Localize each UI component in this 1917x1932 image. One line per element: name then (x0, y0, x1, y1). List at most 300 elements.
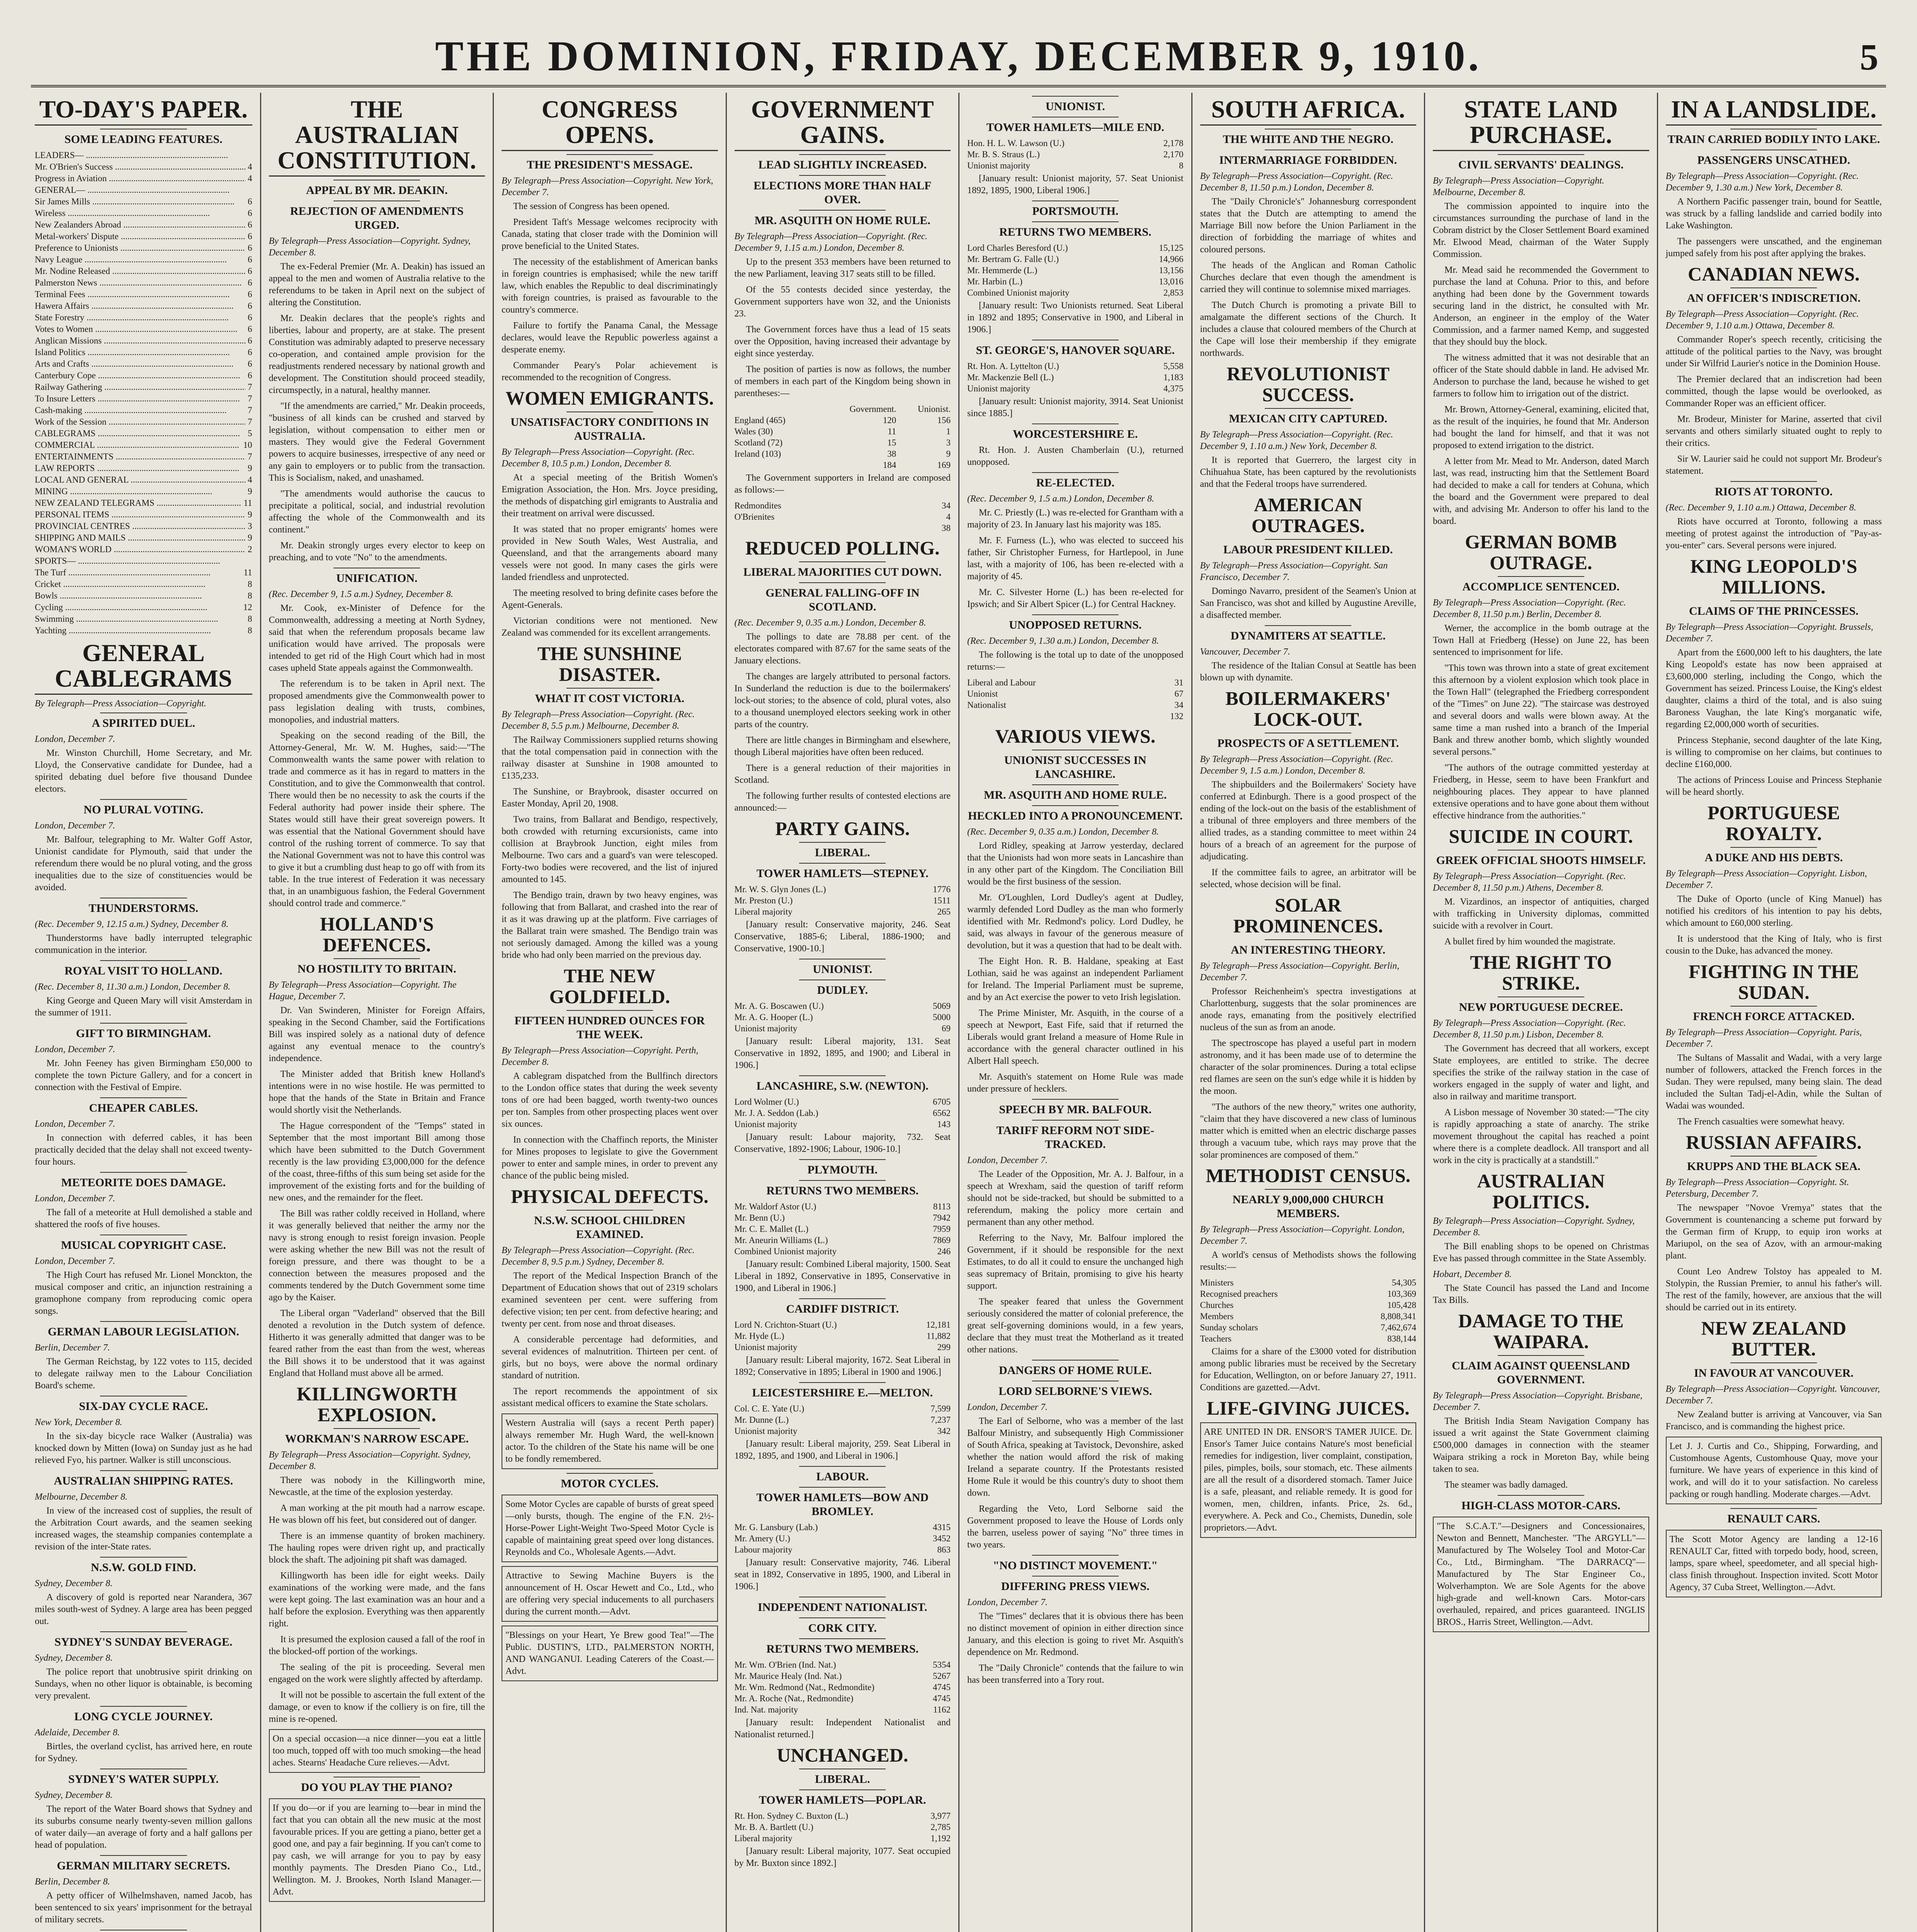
subheading: KRUPPS AND THE BLACK SEA. (1666, 1156, 1882, 1173)
results-value: 15 (887, 438, 896, 447)
subheading: PASSENGERS UNSCATHED. (1666, 150, 1882, 167)
article-paragraph: [January result: Unionist majority, 57. Seat Unionist 1892, 1895, 1900, Liberal 1906.] (967, 173, 1184, 196)
dateline: (Rec. December 9, 1.5 a.m.) London, December 8. (967, 494, 1154, 504)
contents-item-page: 3 (248, 521, 252, 531)
results-label: Unionist majority (734, 1342, 798, 1352)
article-paragraph: Birtles, the overland cyclist, has arrived here, en route for Sydney. (35, 1742, 252, 1764)
results-label: Mr. J. A. Seddon (Lab.) (734, 1108, 818, 1118)
subheading: UNIFICATION. (269, 568, 485, 585)
subheading: NEW PORTUGUESE DECREE. (1433, 997, 1649, 1014)
results-row (735, 1246, 951, 1257)
article-paragraph: Professor Reichenheim's spectra investigations at Charlottenburg, suggests that the solar prominences are anode rays, emanating from the positively electrified nucleus of the sun as from an anode. (1200, 986, 1416, 1032)
article-paragraph: The steamer was badly damaged. (1444, 1480, 1568, 1490)
article-paragraph: Sir W. Laurier said he could not support Mr. Brodeur's statement. (1665, 454, 1882, 476)
article-paragraph: The speaker feared that unless the Government seriously considered the matter of colonial preference, the great self-governing dominions would, in a few years, declare that they must treat the Motherland as it treated other nations. (967, 1297, 1184, 1355)
contents-item-page: 5 (248, 429, 252, 438)
contents-item-page: 4 (248, 173, 252, 183)
dateline: By Telegraph—Press Association—Copyright. Lisbon, December 7. (1665, 869, 1867, 890)
contents-item (35, 323, 252, 335)
contents-item (35, 463, 252, 474)
dateline: By Telegraph—Press Association—Copyright. (Rec. December 9, 1.5 a.m.) London, December 8. (1200, 754, 1393, 776)
dateline: London, December 7. (35, 1119, 115, 1129)
page-number: 5 (1860, 36, 1878, 78)
headline: FIGHTING IN THE SUDAN. (1688, 961, 1859, 1003)
subheading: THE PRESIDENT'S MESSAGE. (502, 154, 718, 172)
results-label: Unionist majority (734, 1426, 798, 1436)
results-row (735, 1693, 951, 1704)
results-table (735, 1201, 951, 1257)
results-value: 67 (1174, 689, 1184, 699)
results-row (735, 1833, 951, 1844)
headline: GOVERNMENT GAINS. (735, 97, 951, 151)
results-table (735, 1000, 951, 1034)
dateline: By Telegraph—Press Association—Copyright. New York, December 7. (502, 176, 713, 197)
dateline: Berlin, December 7. (35, 1343, 110, 1353)
results-value: 38 (942, 523, 951, 533)
article-paragraph: [January result: Two Unionists returned. Seat Liberal in 1892 and 1895; Conservative in 1900, and Liberal in 1906.] (967, 301, 1184, 335)
article-paragraph: The High Court has refused Mr. Lionel Monckton, the musical composer and critic, an injunction restraining a gramophone company from reproducing comic opera songs. (35, 1270, 252, 1316)
subheading: THUNDERSTORMS. (35, 898, 252, 915)
article-paragraph: The Minister added that British knew Holland's intentions were in no wise hostile. He was permitted to hope that the hands of the State in Britain and France would shortly visit the Netherlands. (269, 1069, 485, 1115)
article-paragraph: There is an immense quantity of broken machinery. The hauling ropes were driven right up, and practically block the shaft. The adjoining pit shaft was damaged. (269, 1531, 485, 1565)
article-paragraph: Killingworth has been idle for eight weeks. Daily examinations of the working were made, and the fans were kept going. The last examination was an hour and a half before the explosion. Everything was then apparently right. (269, 1571, 485, 1629)
dateline: By Telegraph—Press Association—Copyright. San Francisco, December 7. (1200, 561, 1388, 582)
dateline: London, December 7. (35, 821, 115, 831)
headline: REVOLUTIONIST SUCCESS. (1226, 363, 1390, 405)
contents-item-page: 6 (248, 255, 252, 264)
results-table (967, 138, 1184, 171)
subheading: LIBERAL. (735, 1769, 951, 1786)
contents-item-page: 6 (248, 324, 252, 334)
results-label: Nationalist (967, 700, 1006, 710)
article-paragraph: The session of Congress has been opened. (513, 201, 670, 211)
dateline: Melbourne, December 8. (35, 1492, 128, 1502)
article-paragraph: Two trains, from Ballarat and Bendigo, respectively, both crowded with returning excursionists, came into collision at Braybrook Junction, eight miles from Melbourne. Two cars and a guard's van were telescoped. Forty-two bodies were recovered, and the list of injured amounted to 145. (502, 815, 718, 884)
subheading: AN INTERESTING THEORY. (1200, 939, 1417, 957)
results-row (967, 287, 1184, 298)
contents-item-page: 4 (248, 162, 252, 172)
contents-item-page: 6 (248, 347, 252, 357)
results-table (735, 1659, 951, 1715)
headline: PHYSICAL DEFECTS. (511, 1185, 709, 1207)
advertisement: Attractive to Sewing Machine Buyers is the announcement of H. Oscar Hewett and Co., Ltd., who are offering very special inducements to all purchasers during the current month.—Advt. (502, 1566, 718, 1622)
article-paragraph: [January result: Independent Nationalist and Nationalist returned.] (734, 1718, 951, 1740)
headline: PORTUGUESE ROYALTY. (1707, 802, 1840, 844)
article-paragraph: A letter from Mr. Mead to Mr. Anderson, dated March last, was read, instructing him that the Settlement Board had decided to make a call for tenders at Cohuna, which the board and the Government were prepared to deal with, and advising Mr. Anderson to offer his land to the board. (1433, 456, 1649, 526)
column-6 (1191, 93, 1424, 1932)
contents-item-label: Progress in Aviation ..... (35, 173, 245, 184)
results-table (735, 1522, 951, 1555)
subheading: TOWER HAMLETS—MILE END. (967, 117, 1184, 134)
results-value: 34 (942, 501, 951, 510)
results-label: Redmondites (734, 501, 781, 510)
contents-item-page: 12 (243, 602, 252, 612)
results-value: 4745 (933, 1682, 951, 1692)
results-row (735, 522, 951, 534)
results-label: Mr. Amery (U.) (734, 1534, 790, 1543)
advertisement: Some Motor Cycles are capable of bursts of great speed—only bursts, though. The engine of the F.N. 2½-Horse-Power Light-Weight Two-Speed Motor Cycle is capable of maintaining great speed over long distances. Reynolds and Co., Wholesale Agents.—Advt. (502, 1495, 718, 1562)
results-row (735, 1342, 951, 1353)
results-value: 156 (937, 415, 951, 425)
results-table (967, 242, 1184, 298)
article-paragraph: The Bill was rather coldly received in Holland, where it was generally believed that neither the army nor the navy is strong enough to resist foreign invasion. People were asking whether the new Bill was not the result of foreign pressure, and there was thought to be a connection between the measures proposed and the comments tendered by the Dutch Government some time ago by the Kaiser. (269, 1209, 485, 1303)
contents-item-page: 6 (248, 301, 252, 311)
subheading: NO PLURAL VOTING. (35, 799, 252, 817)
subheading: GREEK OFFICIAL SHOOTS HIMSELF. (1433, 850, 1649, 867)
article-paragraph: Mr. Cook, ex-Minister of Defence for the Commonwealth, addressing a meeting at North Sydney, said that when the referendum proposals became law unification would have arrived. The proposals were intended to get rid of the High Court which had in most cases upheld State appeals against the Commonwealth. (269, 603, 485, 673)
headline: SOUTH AFRICA. (1200, 97, 1417, 126)
contents-item-label: MINING ..... (35, 486, 245, 497)
contents-item (35, 277, 252, 289)
results-value: 7,599 (930, 1404, 951, 1413)
contents-item (35, 509, 252, 520)
dateline: Sydney, December 8. (35, 1578, 113, 1588)
contents-item (35, 265, 252, 277)
article-paragraph: [January result: Liberal majority, 259. Seat Liberal in 1892, 1895, and 1900, and Liberal in 1906.] (734, 1439, 951, 1461)
article-paragraph: Mr. Deakin declares that the people's rights and liberties, labour and property, are at stake. The present Constitution was admirably adapted to preserve necessary co-operation, and contained ample provision for the readjustments rendered necessary by national growth and development. The Constitution should proceed steadily, circumspectly, in a natural, healthy manner. (269, 313, 485, 395)
results-label: Rt. Hon. Sydney C. Buxton (L.) (734, 1811, 849, 1821)
subheading: LIBERAL. (735, 842, 951, 860)
contents-item-label: Cricket ..... (35, 578, 245, 590)
results-label: Liberal majority (734, 1833, 793, 1843)
subheading: PORTSMOUTH. (967, 201, 1184, 218)
headline: PARTY GAINS. (775, 818, 910, 839)
subheading: INTERMARRIAGE FORBIDDEN. (1200, 150, 1417, 167)
results-row (735, 459, 951, 471)
contents-item (35, 555, 252, 567)
article-paragraph: [January result: Labour majority, 732. Seat Conservative, 1892-1906; Labour, 1906-10.] (734, 1132, 951, 1154)
subheading: RETURNS TWO MEMBERS. (735, 1638, 951, 1656)
subheading: LABOUR. (735, 1466, 951, 1484)
subheading: ACCOMPLICE SENTENCED. (1433, 576, 1649, 594)
results-table (1200, 1277, 1417, 1344)
subheading: WORKMAN'S NARROW ESCAPE. (269, 1428, 485, 1446)
dateline: By Telegraph—Press Association—Copyright. Brussels, December 7. (1665, 622, 1873, 644)
contents-item (35, 544, 252, 555)
dateline: By Telegraph—Press Association—Copyright. London, December 7. (1200, 1225, 1405, 1246)
article-paragraph: Mr. Mead said he recommended the Government to purchase the land at Cohuna. Prior to this, and before anything had been done by the Government towards securing land in the district, he consulted with Mr. Anderson, an engineer in the employ of the Water Commission, and a farmer named Kemp, and suggested that they should buy the block. (1433, 265, 1649, 347)
results-value: 7942 (933, 1213, 951, 1223)
headline: IN A LANDSLIDE. (1666, 97, 1882, 126)
contents-item-label: Swimming ..... (35, 613, 245, 625)
results-row (735, 1810, 951, 1821)
contents-item-label: Arts and Crafts ..... (35, 358, 245, 370)
results-row (1200, 1299, 1417, 1311)
dateline: London, December 7. (35, 1194, 115, 1204)
contents-item-label: Bowls ..... (35, 590, 245, 602)
contents-item-page: 7 (248, 417, 252, 427)
results-value: 15,125 (1159, 243, 1184, 253)
article-paragraph: King George and Queen Mary will visit Amsterdam in the summer of 1911. (35, 996, 252, 1018)
results-label: Combined Unionist majority (734, 1247, 837, 1256)
contents-item-page: 11 (243, 568, 252, 577)
results-row (735, 1096, 951, 1107)
subheading: CLAIM AGAINST QUEENSLAND GOVERNMENT. (1433, 1355, 1649, 1387)
subheading: CHEAPER CABLES. (35, 1097, 252, 1115)
dateline: London, December 7. (967, 1402, 1048, 1412)
dateline: By Telegraph—Press Association—Copyright. Sydney, December 8. (1433, 1216, 1635, 1238)
results-value: 838,144 (1387, 1334, 1416, 1344)
article-paragraph: In connection with deferred cables, it has been practically decided that the delay shall not exceed twenty-four hours. (35, 1133, 252, 1167)
headline: STATE LAND PURCHASE. (1433, 97, 1649, 151)
results-label: Mr. Hyde (L.) (734, 1331, 784, 1341)
contents-item (35, 486, 252, 497)
results-label: Ind. Nat. majority (734, 1705, 798, 1714)
subheading: SYDNEY'S WATER SUPPLY. (35, 1769, 252, 1786)
dateline: By Telegraph—Press Association—Copyright. St. Petersburg, December 7. (1665, 1177, 1849, 1199)
results-value: 3,977 (930, 1811, 951, 1821)
results-row (1200, 1277, 1417, 1288)
article-paragraph: The Leader of the Opposition, Mr. A. J. Balfour, in a speech at Wrexham, said the question of tariff reform should not be side-tracked, but should be submitted to a referendum, making the policy more certain and permanent than any other method. (967, 1169, 1184, 1227)
article-paragraph: The actions of Princess Louise and Princess Stephanie will be heard shortly. (1665, 775, 1882, 797)
article-paragraph: The German Reichstag, by 122 votes to 115, decided to delegate railway men to the Labour Conciliation Board's scheme. (35, 1357, 252, 1391)
dateline: London, December 7. (967, 1155, 1048, 1165)
column-1 (27, 93, 260, 1932)
results-value: 6705 (933, 1097, 951, 1107)
contents-item-page: 6 (248, 359, 252, 369)
subheading: RETURNS TWO MEMBERS. (967, 221, 1184, 239)
subheading: DUDLEY. (735, 980, 951, 997)
dateline: (Rec. December 9, 1.5 a.m.) Sydney, December 8. (269, 589, 453, 599)
results-row (735, 1403, 951, 1414)
results-row (735, 906, 951, 917)
subheading: APPEAL BY MR. DEAKIN. (269, 180, 485, 197)
contents-item-page: 6 (248, 243, 252, 253)
headline: DAMAGE TO THE WAIPARA. (1458, 1310, 1624, 1352)
results-value: 5,558 (1163, 361, 1184, 371)
contents-item-page: 6 (248, 289, 252, 299)
contents-item-page (250, 150, 252, 161)
advertisement: On a special occasion—a nice dinner—you eat a little too much, topped off with too much smoking—the head aches. Stearns' Headache Cure relieves.—Advt. (269, 1729, 485, 1773)
results-row (967, 138, 1184, 149)
results-row (735, 448, 951, 459)
results-label: Mr. A. Roche (Nat., Redmondite) (734, 1694, 854, 1703)
contents-item-page: 6 (248, 336, 252, 345)
article-paragraph: The Liberal organ "Vaderland" observed that the Bill denoted a revolution in the Dutch system of defence. Hitherto it was generally admitted that danger was to be feared rather from the east than from the west, whereas the Bill shows it to be understood that it was against England that Holland must above all be armed. (269, 1308, 485, 1378)
results-row (967, 372, 1184, 383)
results-value: Government. (849, 404, 896, 414)
results-value: 69 (942, 1024, 951, 1033)
results-row (1200, 1311, 1417, 1322)
dateline: By Telegraph—Press Association—Copyright. Perth, December 8. (502, 1046, 699, 1067)
results-label: Lord N. Crichton-Stuart (U.) (734, 1320, 837, 1330)
article-paragraph: [January result: Conservative majority, 246. Seat Conservative, 1885-6; Liberal, 1886-1900; and Conservative, 1900-10.] (734, 920, 951, 954)
article-paragraph: The Bendigo train, drawn by two heavy engines, was following that from Ballarat, and crashed into the rear of it as it was drawing up at the platform. Five carriages of the Ballarat train were smashed. The Bendigo train was not seriously damaged. Among the killed was a young bride who had only been married on the previous day. (502, 890, 718, 960)
contents-item-page: 7 (248, 394, 252, 403)
results-row (1200, 1322, 1417, 1333)
headline: CANADIAN NEWS. (1688, 263, 1860, 285)
results-row (735, 415, 951, 426)
subheading: A DUKE AND HIS DEBTS. (1666, 847, 1882, 865)
contents-item-page: 4 (248, 475, 252, 485)
masthead (31, 27, 1886, 87)
contents-item (35, 207, 252, 219)
contents-item (35, 405, 252, 416)
dateline: By Telegraph—Press Association—Copyright. Paris, December 7. (1665, 1027, 1862, 1049)
results-value: 5267 (933, 1671, 951, 1681)
results-label: Unionist (967, 689, 998, 699)
contents-item-label: Railway Gathering ..... (35, 381, 245, 393)
advertisement: The Scott Motor Agency are landing a 12-16 RENAULT Car, fitted with torpedo body, hood, screen, lamps, spare wheel, speedometer, and all special high-class finish throughout. Inspection invited. Scott Motor Agency, 37 Cuba Street, Wellington.—Advt. (1666, 1530, 1882, 1597)
article-paragraph: A man working at the pit mouth had a narrow escape. He was blown off his feet, but considered out of danger. (269, 1503, 485, 1525)
results-label: Mr. Aneurin Williams (L.) (734, 1235, 828, 1245)
article-paragraph: Mr. Deakin strongly urges every elector to keep on preaching, and to vote "No" to the amendments. (269, 541, 485, 563)
results-row (735, 1544, 951, 1555)
subheading: CARDIFF DISTRICT. (735, 1298, 951, 1316)
contents-item-label: State Forestry ..... (35, 312, 245, 323)
article-paragraph: M. Vizardinos, an inspector of antiquities, charged with trafficking in University diplomas, committed suicide with a revolver in Court. (1433, 897, 1649, 931)
results-label: Liberal and Labour (967, 678, 1036, 687)
contents-item (35, 590, 252, 602)
results-value: 2,170 (1163, 150, 1184, 159)
results-value: 2,853 (1163, 288, 1184, 298)
article-paragraph: The witness admitted that it was not desirable that an officer of the State should dabble in land. He advised Mr. Anderson to purchase the land, because he wished to get farmers to follow him to irrigation out of the district. (1433, 353, 1649, 399)
results-label: Mr. W. S. Glyn Jones (L.) (734, 884, 826, 894)
contents-item-page: 7 (248, 382, 252, 392)
results-label: Unionist majority (967, 384, 1030, 393)
results-value: 8,808,341 (1381, 1311, 1416, 1321)
article-paragraph: The Sultans of Massalit and Wadai, with a very large number of followers, attacked the French forces in the Sudan. They were repulsed, many being slain. The dead included the Sultan Tadj-el-Adin, while the Sultan of Wadai was wounded. (1665, 1053, 1882, 1111)
results-label: Mr. Wm. O'Brien (Ind. Nat.) (734, 1660, 836, 1670)
article-paragraph: The State Council has passed the Land and Income Tax Bills. (1433, 1283, 1649, 1305)
article-paragraph: Mr. John Feeney has given Birmingham £50,000 to complete the town Picture Gallery, and for a concert in connection with the Festival of Empire. (35, 1058, 252, 1092)
results-label: Labour majority (734, 1545, 793, 1554)
headline: AMERICAN OUTRAGES. (1251, 494, 1365, 536)
results-table (967, 677, 1184, 722)
contents-item-label: ENTERTAINMENTS ..... (35, 451, 245, 463)
contents-item-page: 6 (248, 278, 252, 287)
results-row (967, 253, 1184, 265)
results-row (967, 149, 1184, 160)
results-row (735, 1522, 951, 1533)
article-paragraph: Domingo Navarro, president of the Seamen's Union at San Francisco, was shot and killed by Augustine Areville, a disaffected member. (1200, 586, 1416, 620)
dateline: By Telegraph—Press Association—Copyright. (Rec. December 9, 1.30 a.m.) New York, December 8. (1665, 171, 1859, 193)
results-value: 299 (937, 1342, 951, 1352)
article-paragraph: [January result: Liberal majority, 1672. Seat Liberal in 1892; Conservative in 1895; Liberal in 1900 and 1906.] (734, 1355, 951, 1377)
column-3 (493, 93, 726, 1932)
article-paragraph: Claims for a share of the £3000 voted for distribution among public libraries must be received by the Secretary for Education, Wellington, on or before January 27, 1911. Conditions are gazetted.—Advt. (1200, 1347, 1416, 1393)
results-value: 863 (937, 1545, 951, 1554)
contents-item (35, 393, 252, 405)
results-label: Mr. Hemmerde (L.) (967, 265, 1038, 275)
column-7 (1424, 93, 1657, 1932)
results-label: Recognised preachers (1200, 1289, 1278, 1299)
contents-item-page: 8 (248, 579, 252, 589)
headline: UNCHANGED. (777, 1744, 908, 1766)
dateline: London, December 7. (967, 1597, 1048, 1607)
results-value: 1162 (933, 1705, 951, 1714)
article-paragraph: "The authors of the outrage committed yesterday at Friedberg, in Hesse, seem to have been Frankfurt and neighbouring places. They appear to have planned extensive operations and to have gone about them without effective hindrance from the authorities." (1433, 763, 1649, 821)
results-row (735, 1670, 951, 1682)
contents-item-page: 10 (243, 440, 252, 450)
results-label: England (465) (734, 415, 786, 425)
results-row (967, 242, 1184, 253)
subheading: MR. ASQUITH AND HOME RULE. (967, 784, 1184, 802)
subheading: MOTOR CYCLES. (502, 1473, 718, 1491)
article-paragraph: A petty officer of Wilhelmshaven, named Jacob, has been sentenced to six years' imprisonment for the betrayal of military secrets. (35, 1891, 252, 1925)
article-paragraph: The Sunshine, or Braybrook, disaster occurred on Easter Monday, April 20, 1908. (502, 787, 718, 809)
results-value: 54,305 (1391, 1278, 1416, 1287)
article-paragraph: The changes are largely attributed to personal factors. In Sunderland the reduction is due to the boilermakers' lock-out stories; to the absence of cold, plural votes, also to a thousand unemployed electors seeking work in other parts of the country. (734, 672, 951, 730)
results-row (967, 688, 1184, 699)
contents-item (35, 625, 252, 636)
contents-item-page: 9 (248, 463, 252, 473)
contents-item-page: 9 (248, 510, 252, 519)
dateline: New York, December 8. (35, 1417, 122, 1427)
article-paragraph: President Taft's Message welcomes reciprocity with Canada, stating that closer trade with the Dominion will prove beneficial to the United States. (502, 217, 718, 251)
results-label: Scotland (72) (734, 438, 783, 447)
contents-item-page (250, 184, 252, 196)
subheading: CLAIMS OF THE PRINCESSES. (1666, 600, 1882, 618)
article-paragraph: Lord Ridley, speaking at Jarrow yesterday, declared that the Unionists had won more seats in Lancashire than in any other part of the Kingdom. The Conciliation Bill would be the first business of the session. (967, 841, 1184, 887)
subheading: "NO DISTINCT MOVEMENT." (967, 1555, 1184, 1573)
subheading: METEORITE DOES DAMAGE. (35, 1172, 252, 1190)
results-label: Teachers (1200, 1334, 1232, 1344)
article-paragraph: [January result: Liberal majority, 131. Seat Conservative in 1892, 1895, and 1900; and Liberal in 1906.] (734, 1036, 951, 1070)
results-label: Unionist majority (734, 1119, 798, 1129)
contents-item (35, 532, 252, 544)
subheading: AN OFFICER'S INDISCRETION. (1666, 287, 1882, 305)
subheading: GIFT TO BIRMINGHAM. (35, 1023, 252, 1041)
contents-item-page: 7 (248, 405, 252, 415)
article-paragraph: The heads of the Anglican and Roman Catholic Churches declare that even though the amendment is carried they will continue to solemnise mixed marriages. (1200, 260, 1416, 294)
article-paragraph: A Northern Pacific passenger train, bound for Seattle, was struck by a falling landslide and carried bodily into Lake Washington. (1665, 197, 1882, 231)
contents-item (35, 520, 252, 532)
results-label: Liberal majority (734, 907, 793, 917)
contents-item (35, 150, 252, 161)
results-label: Members (1200, 1311, 1234, 1321)
results-value: 8 (1179, 161, 1184, 170)
article-paragraph: Commander Roper's speech recently, criticising the attitude of the political parties to the Navy, was brought under Sir Wilfrid Laurier's notice in the Dominion House. (1665, 335, 1882, 369)
results-label: Mr. G. Lansbury (Lab.) (734, 1522, 818, 1532)
subheading: GERMAN LABOUR LEGISLATION. (35, 1321, 252, 1339)
article-paragraph: Regarding the Veto, Lord Selborne said the Government proposed to leave the House of Lords only the barren, useless power of saying "No" three times in two years. (967, 1504, 1184, 1550)
dateline: London, December 7. (35, 1044, 115, 1054)
contents-item-page: 6 (248, 231, 252, 241)
article-paragraph: In view of the increased cost of supplies, the result of the Arbitration Court awards, and the seamen seeking increased wages, the steamship companies contemplate a revision of the inter-State rates. (35, 1506, 252, 1552)
contents-item-page: 6 (248, 371, 252, 380)
subheading: THE WHITE AND THE NEGRO. (1200, 129, 1417, 146)
subheading: RIOTS AT TORONTO. (1666, 481, 1882, 499)
dateline: (Rec. December 9, 0.35 a.m.) London, December 8. (967, 827, 1159, 837)
results-row (735, 1425, 951, 1437)
contents-item-label: Palmerston News ..... (35, 277, 245, 289)
subheading: UNIONIST. (735, 959, 951, 976)
results-value: 1 (946, 427, 951, 436)
contents-item (35, 242, 252, 254)
results-table (735, 403, 951, 471)
subheading: TRAIN CARRIED BODILY INTO LAKE. (1666, 129, 1882, 146)
results-label: Rt. Hon. A. Lyttelton (U.) (967, 361, 1059, 371)
contents-item-label: Hawera Affairs ..... (35, 300, 245, 312)
contents-item-label: Terminal Fees ..... (35, 289, 245, 300)
article-paragraph: [January result: Combined Liberal majority, 1500. Seat Liberal in 1892, Conservative in 1895, Conservative in 1900, and Liberal in 1906.] (734, 1259, 951, 1293)
article-paragraph: "The amendments would authorise the caucus to precipitate a political, social, and industrial revolution affecting the whole of the Commonwealth and its continent." (269, 489, 485, 535)
headline: SUICIDE IN COURT. (1449, 825, 1633, 847)
results-row (735, 1533, 951, 1544)
dateline: Hobart, December 8. (1433, 1269, 1512, 1279)
article-paragraph: The shipbuilders and the Boilermakers' Society have conferred at Edinburgh. There is a good prospect of the ending of the lock-out on the basis of the establishment of a tribunal of three employers and three members of the allied trades, as a standing committee to meet within 24 hours of a breach of an agreement for the purpose of adjudicating. (1200, 780, 1416, 862)
article-paragraph: Referring to the Navy, Mr. Balfour implored the Government, if it should be responsible for the next Estimates, to do all it could to ensure the unchanged high seas supremacy of Britain, promising to give his hearty support. (967, 1233, 1184, 1291)
results-row (735, 895, 951, 906)
headline: GERMAN BOMB OUTRAGE. (1465, 531, 1617, 573)
contents-item (35, 613, 252, 625)
columns (27, 93, 1890, 1932)
article-paragraph: Mr. O'Loughlen, Lord Dudley's agent at Dudley, warmly defended Lord Dudley as the man who formerly identified with Mr. Redmond's policy. Lord Dudley, he said, was always in favour of the generous measure of devolution, but it was a question that had to be dealt with. (967, 893, 1184, 951)
results-row (735, 1682, 951, 1693)
article-paragraph: The Government supporters in Ireland are composed as follows:— (734, 473, 951, 495)
article-paragraph: It was stated that no proper emigrants' homes were provided in New South Wales, West Australia, and Queensland, and that the arrangements aboard many vessels were not good. In many cases the girls were landed friendless and unprotected. (502, 524, 718, 582)
